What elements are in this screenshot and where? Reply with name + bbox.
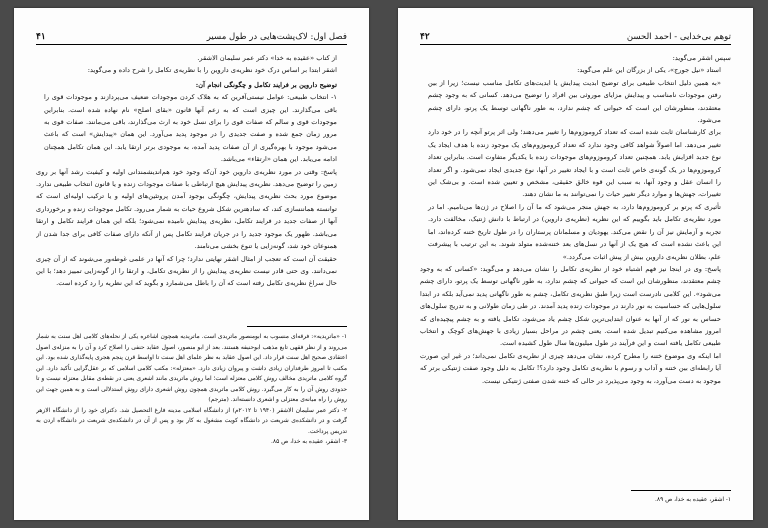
page-number: ۴۲	[420, 32, 430, 42]
footnote: ۱- «ماتریدیه»: فرقه‌ای منسوب به ابومنصور ماتریدی است. ماتریدیه همچون اشاعره یکی از نحله‌های کلامی اهل سنت به شمار می‌روند و از نظر فقهی تابع مذهب ابوحنیفه هستند. بعد از ابو منصور، اصول عقاید حنفی را اصلاح کرد و آن را به منزله‌ی اصول اعتقادی صحیح اهل سنت قرار داد. این اصول عقاید به نظر علمای اهل سنت تا اواسط قرن پنجم هجری پایه‌گذاری شده بود. این مکتب تا امروز طرفداران زیادی داشت و پیروان زیادی دارد. «معتزله»: مکتب کلامی اسلامی که بر عقل‌گرایی تأکید دارد. این گروه کلامی ماتریدی مخالف روش کلامی معتزله است؛ اما روش ماتریدی مانند اشعری یعنی در نقطه‌ی مقابل معتزله نیست و تا حدودی روش آن را به کار می‌گیرد. روش کلامی ماتریدی همچون روش اشعری دارای روش استدلالی است و به همین جهت این روش را راه میانه‌ی معتزلی و اشعری دانسته‌اند. (مترجم)	[36, 334, 347, 403]
header-title: فصل اول: لاک‌پشت‌هایی در طول مسیر	[206, 32, 347, 42]
paragraph: اما اینکه وی موضوع ختنه را مطرح کرده، نشان می‌دهد چیزی از نظریه‌ی تکامل نمی‌داند؛ در غیر این صورت آیا رابطه‌ای بین ختنه و آداب و رسوم با نظریه‌ی تکامل وجود دارد؟! تکامل به دلیل وجود صفت ژنتیکی برتر که موجود به دست می‌آورد، به وجود می‌پذیرد در حالی که ختنه شدن صفتی ژنتیکی نیست.	[420, 351, 721, 385]
right-page	[398, 8, 753, 520]
paragraph: سپس اشقر می‌گوید:	[672, 54, 731, 62]
footnote: ۱- اشقر، عقیده به خدا، ص ۸۹.	[655, 497, 731, 503]
quoted-paragraph: برای کارشناسان ثابت شده است که تعداد کروموزوم‌ها را تغییر می‌دهند؛ ولی اثر پرتو آنچه را در خود دارد تغییر می‌دهد. اما اصولاً شواهد کافی وجود ندارد که تعداد کروموزوم‌های یک موجود زنده با هدف ایجاد یک نوع جدید افزایش یابد. همچنین تعداد کروموزوم‌های موجودات زنده با یکدیگر متفاوت است. بنابراین تعداد کروموزوم‌ها در یک گونه‌ی خاص ثابت است و با ایجاد تغییر در آنها، نوع جدیدی ایجاد نمی‌شود. و اگر تعداد را انسان عقل و وجود آنها، به سبب این قوه خالق حقیقی، مشخص و تعیین شده است. و بی‌شک این تغییرات، جهش‌ها و موارد دیگر تغییر حیات را نمی‌توانند به ما نشان دهند.	[428, 128, 721, 199]
paragraph: پاسخ: وقتی در مورد نظریه‌ی داروین خود آن‌که وجود خود هم‌اندیشمندانی اولیه و کیفیت رشد آنها بر روی زمین را توضیح می‌دهد. نظریه‌ی پیدایش هیچ ارتباطی با صفات موجودات زنده و یا قانون انتخاب طبیعی ندارد. موضوع مورد بحث نظریه‌ی پیدایش، چگونگی بوجود آمدن پروتئین‌های اولیه و یا ترکیب اولیه‌ای است که توانسته هماننسازی کند، که سادهترین شکل شروع حیات به شمار می‌رود. تکامل موجودات زنده و برخورداری آنها از صفات جدید در فرایند تکامل، نظریه‌ی پیدایش نامیده نمی‌شود؛ بلکه این همان فرایند تکامل و ارتقا می‌باشد. ظهور یک موجود جدید را در جریان فرایند تکامل پس از آنکه دارای صفات کافی برای جدا شدن از همنوعان خود شد، گونه‌زایی یا تنوع بخشی می‌نامند.	[36, 167, 337, 251]
page-number: ۴۱	[36, 32, 46, 42]
quoted-paragraph: تأثیری که پرتو بر کروموزوم‌ها دارد، به جهش منجر می‌شود که ما آن را اصلاح در ژن‌ها می‌نامیم. اما در مورد نظریه‌ی تکامل باید بگوییم که این نظریه (نظریه‌ی داروین) در ارتباط با دانش ژنتیک، مخالفت دارد. تجربه و آزمایش نیز آن را نقض می‌کند. یهودیان و مسلمانان پرستاران را در طول تاریخ ختنه کرده‌اند، اما این باعث نشده است که هیچ یک از آنها در نسل‌های بعد ختنه‌شده متولد شوند. به این ترتیب با پیشرفت علم، بطلان نظریه‌ی داروین بیش از پیش اثبات می‌گردد.»	[428, 202, 721, 261]
footnote-separator	[247, 326, 347, 327]
paragraph: از کتاب «عقیده به خدا» دکتر عمر سلیمان الاشقر.	[197, 54, 337, 62]
paragraph: استاد «نیل جورج»، یکی از بزرگان این علم می‌گوید:	[577, 66, 721, 75]
footnote-separator	[631, 490, 731, 491]
subheading: توضیح داروین بر فرایند تکامل و چگونگی انجام آن:	[195, 80, 337, 89]
page-body	[420, 52, 731, 464]
footnote: ۳- اشقر، عقیده به خدا، ص ۸۵.	[271, 439, 347, 445]
footnotes	[420, 495, 731, 511]
page-body	[36, 52, 347, 307]
footnote: ۲- دکتر عمر سلیمان الاشقر (۱۹۴۰ تا ۲۰۱۲م) از دانشگاه اسلامی مدینه فارغ التحصیل شد. دکترای خود را از دانشگاه الازهر گرفت و در دانشکده‌ی شریعت در دانشگاه کویت مشغول به کار بود و پس از آن در دانشکده‌ی شریعت در دانشگاه اردن به تدریس پرداخت.	[36, 407, 347, 435]
quoted-paragraph: «به همین دلیل انتخاب طبیعی برای توضیح ابدیت پیدایش یا ابدیت‌های تکامل مناسب نیست؛ زیرا از بین رفتن موجودات نامناسب و پیدایش مزایای موروثی بین افراد را توضیح می‌دهد. کسانی که به وجود چشم معتقدند، منظورشان این است که حیوانی که چشم ندارد، به طور ناگهانی توسط یک پرتو، دارای چشم می‌شود.	[428, 78, 721, 125]
page-header	[36, 30, 347, 45]
left-page	[14, 8, 369, 520]
paragraph: اشقر ابتدا بر اساس درک خود نظریه‌ی داروین را با نظریه‌ی تکامل را شرح داده و می‌گوید:	[87, 66, 337, 75]
paragraph: حقیقت آن است که تعجب از امثال اشقر نهایتی ندارد؛ چرا که آنها در علمی غوطه‌ور می‌شوند که از آن چیزی نمی‌دانند. وی حتی قادر نیست نظریه‌ی پیدایش را از نظریه‌ی تکامل، و ارتقا را از گونه‌زایی تمییز دهد؛ با این حال سراغ نظریه‌ی تکامل رفته است که آن را باطل می‌شمارد و بگوید که این نظریه را رد کرده است.	[36, 254, 337, 288]
quoted-paragraph: ۱- انتخاب طبیعی: عوامل نیستی‌آفرین که به هلاک کردن موجودات ضعیف می‌پردازند و موجودات قوی را باقی می‌گذارند. این چیزی است که به زعم آنها قانون «بقای اصلح» نام نهاده شده است. بنابراین موجودات قوی و سالم که صفات قوی را برای نسل خود به ارث می‌گذارند، باقی می‌مانند. صفات قوی به مرور زمان جمع شده و صفت جدیدی را در موجود پدید می‌آورد. این همان «پیدایش» است که باعث می‌شود موجود با بهره‌گیری از آن صفات پدید آمده، به موجودی برتر ارتقا یابد. این همان تکامل همچنان ادامه می‌یابد. این همان «ارتقاء» می‌باشد.	[44, 93, 337, 164]
header-title: توهم بی‌خدایی - احمد الحسن	[626, 32, 731, 42]
paragraph: پاسخ: وی در اینجا نیز فهم اشتباه خود از نظریه‌ی تکامل را نشان می‌دهد و می‌گوید: «کسانی که به وجود چشم معتقدند، منظورشان این است که حیوانی که چشم ندارد، به طور ناگهانی توسط یک پرتو، دارای چشم می‌شود». این کلامی نادرست است زیرا طبق نظریه‌ی تکامل، چشم به طور ناگهانی پدید نمی‌آید بلکه در ابتدا سلول‌هایی که حساسیت به نور دارند در موجودات زنده پدید آمدند. در طی زمان طولانی و به تدریج سلول‌های حساس به نور که از آنها به عنوان ابتدایی‌ترین شکل چشم یاد می‌شود، تکامل یافته و به چشم پیچیده‌ای که امروز مشاهده می‌کنیم تبدیل شده است. یعنی چشم در مراحل بسیار زیادی با جهش‌های کوچک و انتخاب طبیعی تکامل یافته است و این فرآیند در طول میلیون‌ها سال طول کشیده است.	[420, 264, 721, 348]
page-header	[420, 30, 731, 45]
footnotes	[36, 332, 347, 512]
